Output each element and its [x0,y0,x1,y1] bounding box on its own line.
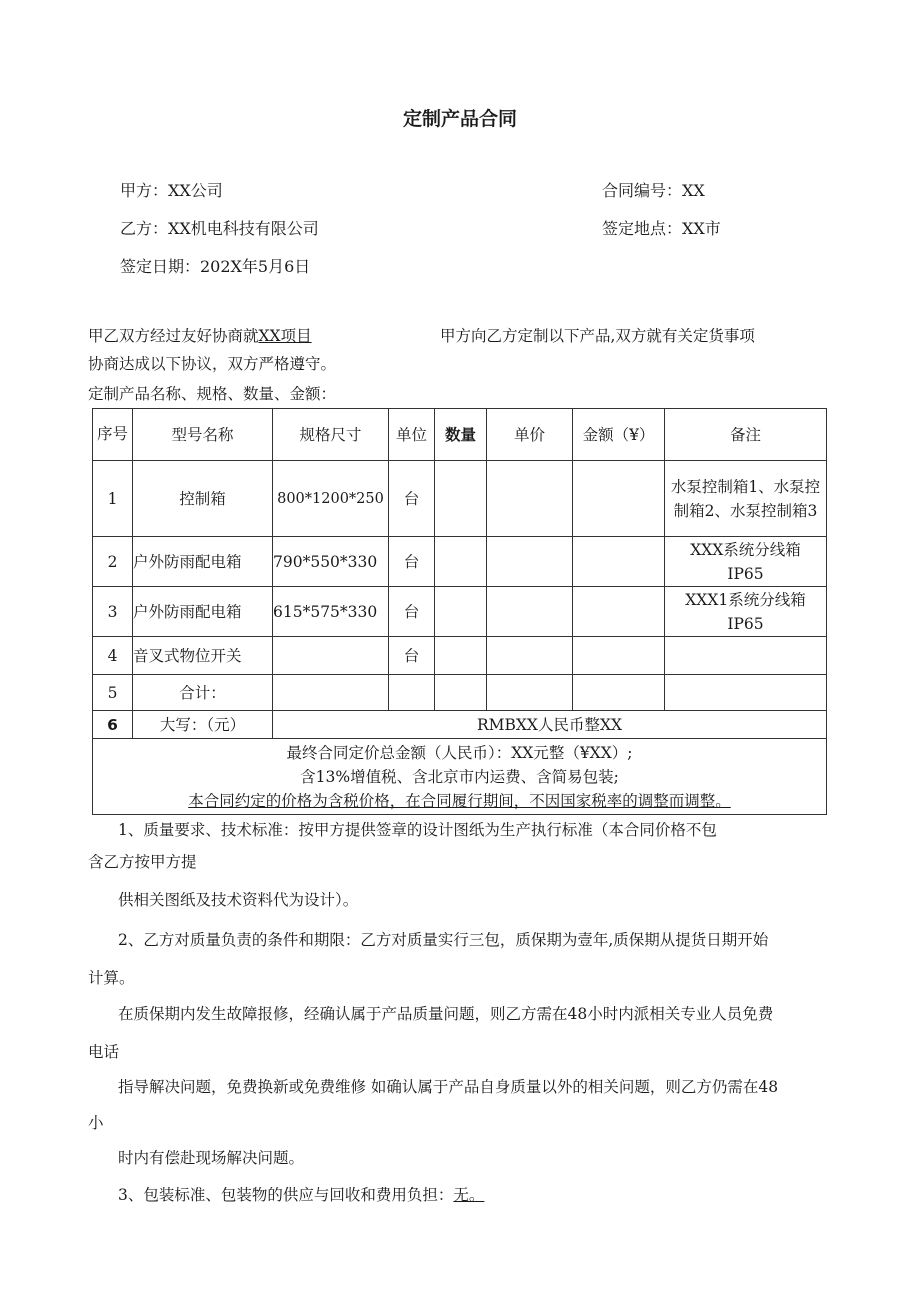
header-unit: 单位 [389,409,435,461]
table-header-row [93,409,827,461]
product-table [92,408,827,815]
row-price [487,637,573,675]
row-unit: 台 [389,637,435,675]
clause-2-line-3: 在质保期内发生故障报修，经确认属于产品质量问题，则乙方需在48小时内派相关专业人员免费 [118,1005,774,1023]
table-row [93,587,827,637]
sign-date: 签定日期：202X年5月6日 [120,257,311,276]
row-unit: 台 [389,461,435,537]
capital-value: RMBXX人民币整XX [273,711,827,739]
row-qty [435,587,487,637]
row-spec: 800*1200*250 [273,461,389,537]
row-price [487,587,573,637]
clause-2-line-5: 指导解决问题，免费换新或免费维修 如确认属于产品自身质量以外的相关问题，则乙方仍需在48 [118,1078,779,1096]
intro-part-2: 甲方向乙方定制以下产品,双方就有关定货事项 [440,327,755,345]
row-spec [273,637,389,675]
party-b: 乙方：XX机电科技有限公司 [120,219,319,238]
clause-2-line-7: 时内有偿赴现场解决问题。 [118,1149,305,1167]
price-notes [93,739,827,815]
header-amount: 金额（¥） [573,409,665,461]
notes-row [93,739,827,815]
clause-1-line-3: 供相关图纸及技术资料代为设计）。 [118,891,359,909]
clause-2-line-4: 电话 [88,1043,120,1061]
table-row [93,537,827,587]
row-unit: 台 [389,537,435,587]
row-qty [435,461,487,537]
row-no: 1 [93,461,133,537]
total-price [487,675,573,711]
table-row [93,461,827,537]
row-model: 控制箱 [133,461,273,537]
total-label: 合计： [133,675,273,711]
row-no: 4 [93,637,133,675]
total-unit [389,675,435,711]
row-remark: 水泵控制箱1、水泵控制箱2、水泵控制箱3 [665,461,827,537]
intro-line-2: 协商达成以下协议，双方严格遵守。 [88,355,337,373]
row-spec: 615*575*330 [273,587,389,637]
clause-1-line-1: 1、质量要求、技术标准：按甲方提供签章的设计图纸为生产执行标准（本合同价格不包 [118,821,717,839]
row-amount [573,587,665,637]
note-line: 最终合同定价总金额（人民币）：XX元整（¥XX）; [286,743,633,762]
clause-3-label: 3、包装标准、包装物的供应与回收和费用负担： [118,1186,454,1204]
header-model: 型号名称 [133,409,273,461]
row-qty [435,537,487,587]
row-no: 3 [93,587,133,637]
row-qty [435,637,487,675]
intro-project: XX项目 [258,327,312,345]
row-spec: 790*550*330 [273,537,389,587]
clause-3-value: 无。 [453,1186,485,1204]
intro-line-1 [88,324,312,346]
clause-1-line-2: 含乙方按甲方提 [88,853,197,871]
header-remark: 备注 [665,409,827,461]
sign-place: 签定地点：XX市 [602,219,721,238]
note-line: 含13%增值税、含北京市内运费、含简易包装; [300,767,619,786]
clause-2-line-1: 2、乙方对质量负责的条件和期限：乙方对质量实行三包，质保期为壹年,质保期从提货日期开始 [118,931,769,949]
row-amount [573,537,665,587]
total-remark [665,675,827,711]
total-no: 5 [93,675,133,711]
row-model: 户外防雨配电箱 [133,537,273,587]
row-remark: XXX系统分线箱IP65 [665,537,827,587]
header-no: 序号 [93,409,133,461]
row-model: 音叉式物位开关 [133,637,273,675]
row-unit: 台 [389,587,435,637]
capital-no: 6 [93,711,133,739]
contract-number: 合同编号：XX [602,181,705,200]
row-no: 2 [93,537,133,587]
clause-2-line-6: 小 [88,1114,104,1132]
row-remark [665,637,827,675]
note-line: 本合同约定的价格为含税价格，在合同履行期间，不因国家税率的调整而调整。 [188,791,731,810]
capital-row [93,711,827,739]
intro-line-3: 定制产品名称、规格、数量、金额： [88,385,337,403]
clause-2-line-2: 计算。 [88,969,135,987]
header-qty: 数量 [435,409,487,461]
total-qty [435,675,487,711]
clause-3-line-1 [118,1183,484,1205]
capital-label: 大写：（元） [133,711,273,739]
header-spec: 规格尺寸 [273,409,389,461]
total-row [93,675,827,711]
intro-part-1: 甲乙双方经过友好协商就 [88,327,259,345]
total-amount [573,675,665,711]
row-model: 户外防雨配电箱 [133,587,273,637]
header-price: 单价 [487,409,573,461]
row-price [487,461,573,537]
total-spec [273,675,389,711]
table-row [93,637,827,675]
party-a: 甲方：XX公司 [120,181,223,200]
row-remark: XXX1系统分线箱IP65 [665,587,827,637]
row-amount [573,461,665,537]
row-amount [573,637,665,675]
document-title: 定制产品合同 [402,108,517,130]
row-price [487,537,573,587]
